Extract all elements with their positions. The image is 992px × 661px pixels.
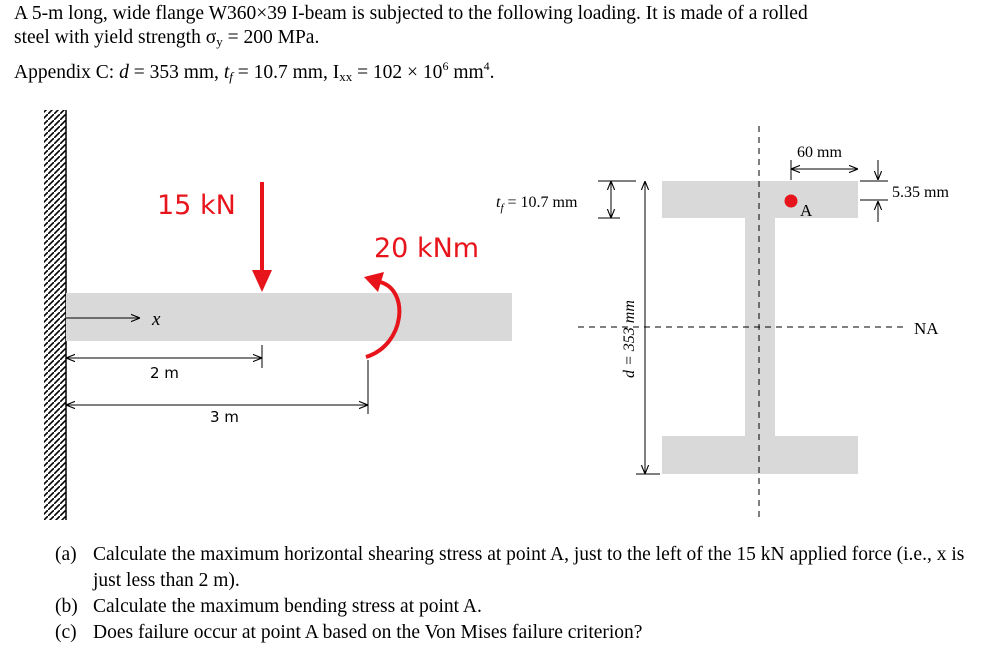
x-axis-label: x xyxy=(152,309,161,330)
neutral-axis-label: NA xyxy=(914,319,939,338)
question-b xyxy=(55,594,985,620)
ixx-exponent: 6 xyxy=(442,59,449,73)
tf-label xyxy=(496,194,578,214)
question-a-text: Calculate the maximum horizontal shearing stress at point A, just to the left of the 15 kN applied force (i.e., x is just less than 2 m). xyxy=(93,544,965,591)
tf-value: = 10.7 mm, I xyxy=(232,62,340,83)
beam-body xyxy=(66,293,512,341)
question-a xyxy=(55,542,985,594)
period: . xyxy=(489,62,495,83)
dim-3m-label: 3 m xyxy=(210,408,239,426)
question-b-text: Calculate the maximum bending stress at point A. xyxy=(93,596,482,617)
question-c-label: (c) xyxy=(55,622,77,643)
problem-line-1: A 5-m long, wide flange W360×39 I-beam is subjected to the following loading. It is made of a rolled xyxy=(14,3,808,24)
wall-support xyxy=(44,110,66,520)
ixx-subscript: xx xyxy=(339,69,353,84)
yield-value: = 200 MPa. xyxy=(222,27,320,48)
yield-text: steel with yield strength σ xyxy=(14,27,217,48)
d-symbol: d xyxy=(119,62,129,83)
point-a-label: A xyxy=(800,201,813,220)
ixx-unit-exponent: 4 xyxy=(483,59,490,73)
offset-label: 5.35 mm xyxy=(892,184,949,201)
force-label: 15 kN xyxy=(157,190,236,221)
tf-symbol: t xyxy=(223,62,230,83)
force-arrow-head xyxy=(252,270,272,292)
point-a-marker xyxy=(785,195,798,208)
depth-label: d = 353 mm xyxy=(621,300,638,378)
moment-label: 20 kNm xyxy=(374,233,480,264)
ixx-unit: mm xyxy=(448,62,484,83)
questions-list xyxy=(55,542,985,646)
tf-subscript: f xyxy=(229,69,233,84)
width-label: 60 mm xyxy=(797,144,842,161)
d-value: = 353 mm, xyxy=(128,62,224,83)
dim-2m-label: 2 m xyxy=(150,364,179,382)
appendix-label: Appendix C: xyxy=(14,62,120,83)
tf-label-subscript: f xyxy=(500,202,504,214)
question-a-label: (a) xyxy=(55,544,77,565)
yield-subscript: y xyxy=(216,34,223,49)
question-c-text: Does failure occur at point A based on the Von Mises failure criterion? xyxy=(93,622,643,643)
ixx-value: = 102 × 10 xyxy=(352,62,443,83)
moment-arrow-head xyxy=(364,272,384,292)
question-c xyxy=(55,620,985,646)
tf-label-value: = 10.7 mm xyxy=(503,194,578,211)
question-b-label: (b) xyxy=(55,596,78,617)
tf-label-symbol: t xyxy=(496,194,501,211)
